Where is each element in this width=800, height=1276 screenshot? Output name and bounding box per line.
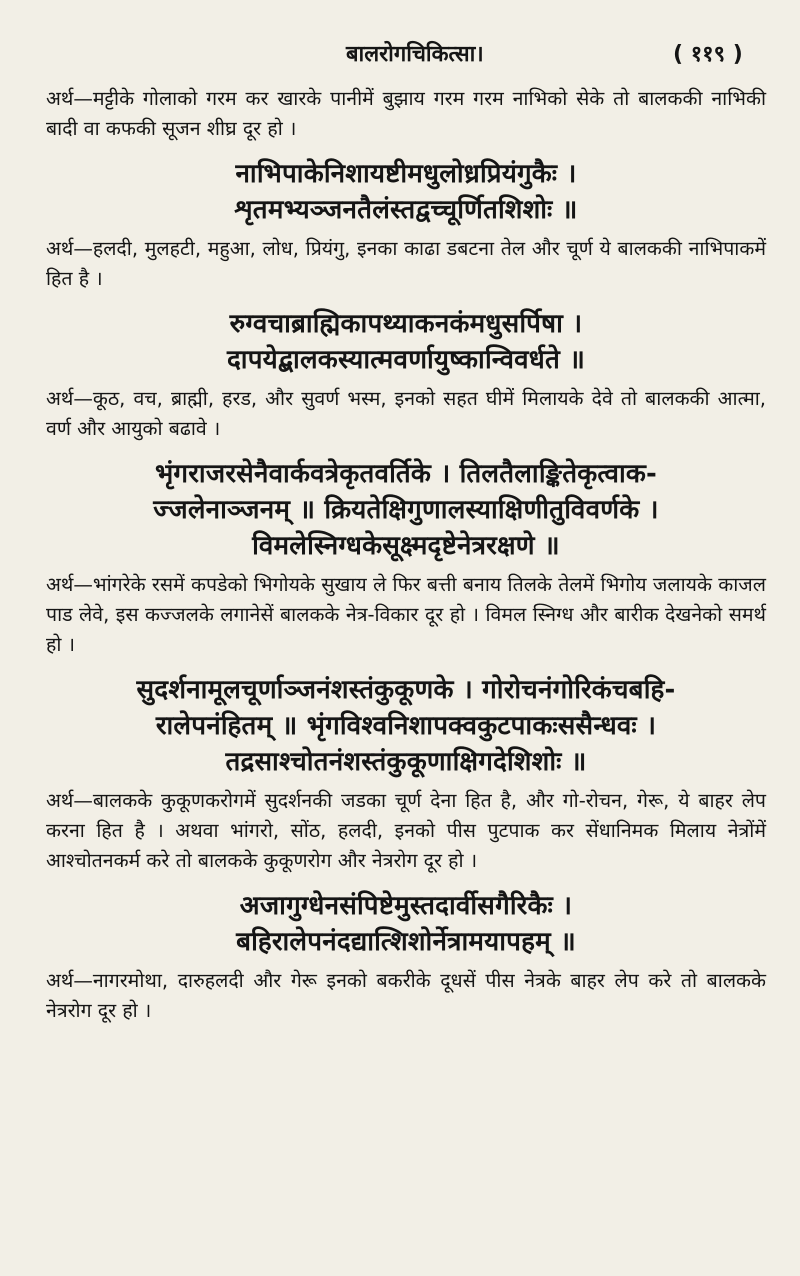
gloss-paragraph-4: अर्थ—भांगरेके रसमें कपडेको भिगोयके सुखाय ले फिर बत्ती बनाय तिलके तेलमें भिगोय जलायके काजल पाड लेवे, इस कज्जलके लगानेसें बालकके नेत्र-विकार दूर हो । विमल स्निग्ध और बारीक देखनेको समर्थ हो । <box>46 573 766 656</box>
verse-5 <box>46 888 766 960</box>
verse-line: रालेपनंहितम् ॥ भृंगविश्वनिशापक्वकुटपाकःससैन्धवः । <box>155 711 657 741</box>
gloss-paragraph-5: अर्थ—बालकके कुकूणकरोगमें सुदर्शनकी जडका चूर्ण देना हित है, और गो-रोचन, गेरू, ये बाहर लेप करना हित है । अथवा भांगरो, सोंठ, हलदी, इनको पीस पुटपाक कर सेंधानिमक मिलाय नेत्रोंमें आश्चोतनकर्म करे तो बालकके कुकूणरोग और नेत्ररोग दूर हो । <box>46 789 766 872</box>
verse-3 <box>46 456 766 564</box>
verse-line: सुदर्शनामूलचूर्णाञ्जनंशस्तंकुकूणके । गोरोचनंगोरिकंचबहि- <box>136 675 676 705</box>
running-title: बालरोगचिकित्सा। <box>346 42 484 67</box>
verse-line: ज्जलेनाञ्जनम् ॥ क्रियतेक्षिगुणालस्याक्षिणीतुविवर्णके । <box>153 495 659 525</box>
verse-line: नाभिपाकेनिशायष्टीमधुलोध्रप्रियंगुकैः । <box>235 159 577 189</box>
verse-line: शृतमभ्यञ्जनतैलंस्तद्वच्चूर्णितशिशोः ॥ <box>234 195 578 225</box>
page-number: ( ११९ ) <box>673 42 743 67</box>
verse-line: तद्रसाश्चोतनंशस्तंकुकूणाक्षिगदेशिशोः ॥ <box>225 747 587 777</box>
verse-line: भृंगराजरसेनैवार्कवत्रेकृतवर्तिके । तिलतैलाङ्कितेकृत्वाक- <box>154 459 658 489</box>
page-header <box>46 38 766 78</box>
verse-line: बहिरालेपनंदद्यात्शिशोर्नेत्रामयापहम् ॥ <box>236 927 576 957</box>
gloss-paragraph-3: अर्थ—कूठ, वच, ब्राह्मी, हरड, और सुवर्ण भस्म, इनको सहत घीमें मिलायके देवे तो बालककी आत्मा, वर्ण और आयुको बढावे । <box>46 387 766 440</box>
gloss-paragraph-1: अर्थ—मट्टीके गोलाको गरम कर खारके पानीमें बुझाय गरम गरम नाभिको सेके तो बालककी नाभिकी बादी वा कफकी सूजन शीघ्र दूर हो । <box>46 87 766 140</box>
verse-2 <box>46 306 766 378</box>
verse-4 <box>46 672 766 780</box>
verse-line: विमलेस्निग्धकेसूक्ष्मदृष्टेनेत्ररक्षणे ॥ <box>252 531 560 561</box>
verse-line: रुग्वचाब्राह्मिकापथ्याकनकंमधुसर्पिषा । <box>229 309 583 339</box>
gloss-paragraph-6: अर्थ—नागरमोथा, दारुहलदी और गेरू इनको बकरीके दूधसें पीस नेत्रके बाहर लेप करे तो बालकके नेत्ररोग दूर हो । <box>46 969 766 1022</box>
verse-line: अजागुग्धेनसंपिष्टेमुस्तदार्वीसगैरिकैः । <box>239 891 573 921</box>
verse-line: दापयेद्बालकस्यात्मवर्णायुष्कान्विवर्धते ॥ <box>226 345 586 375</box>
gloss-paragraph-2: अर्थ—हलदी, मुलहटी, महुआ, लोध, प्रियंगु, इनका काढा डबटना तेल और चूर्ण ये बालककी नाभिपाकमें हित है । <box>46 237 766 290</box>
verse-1 <box>46 156 766 228</box>
